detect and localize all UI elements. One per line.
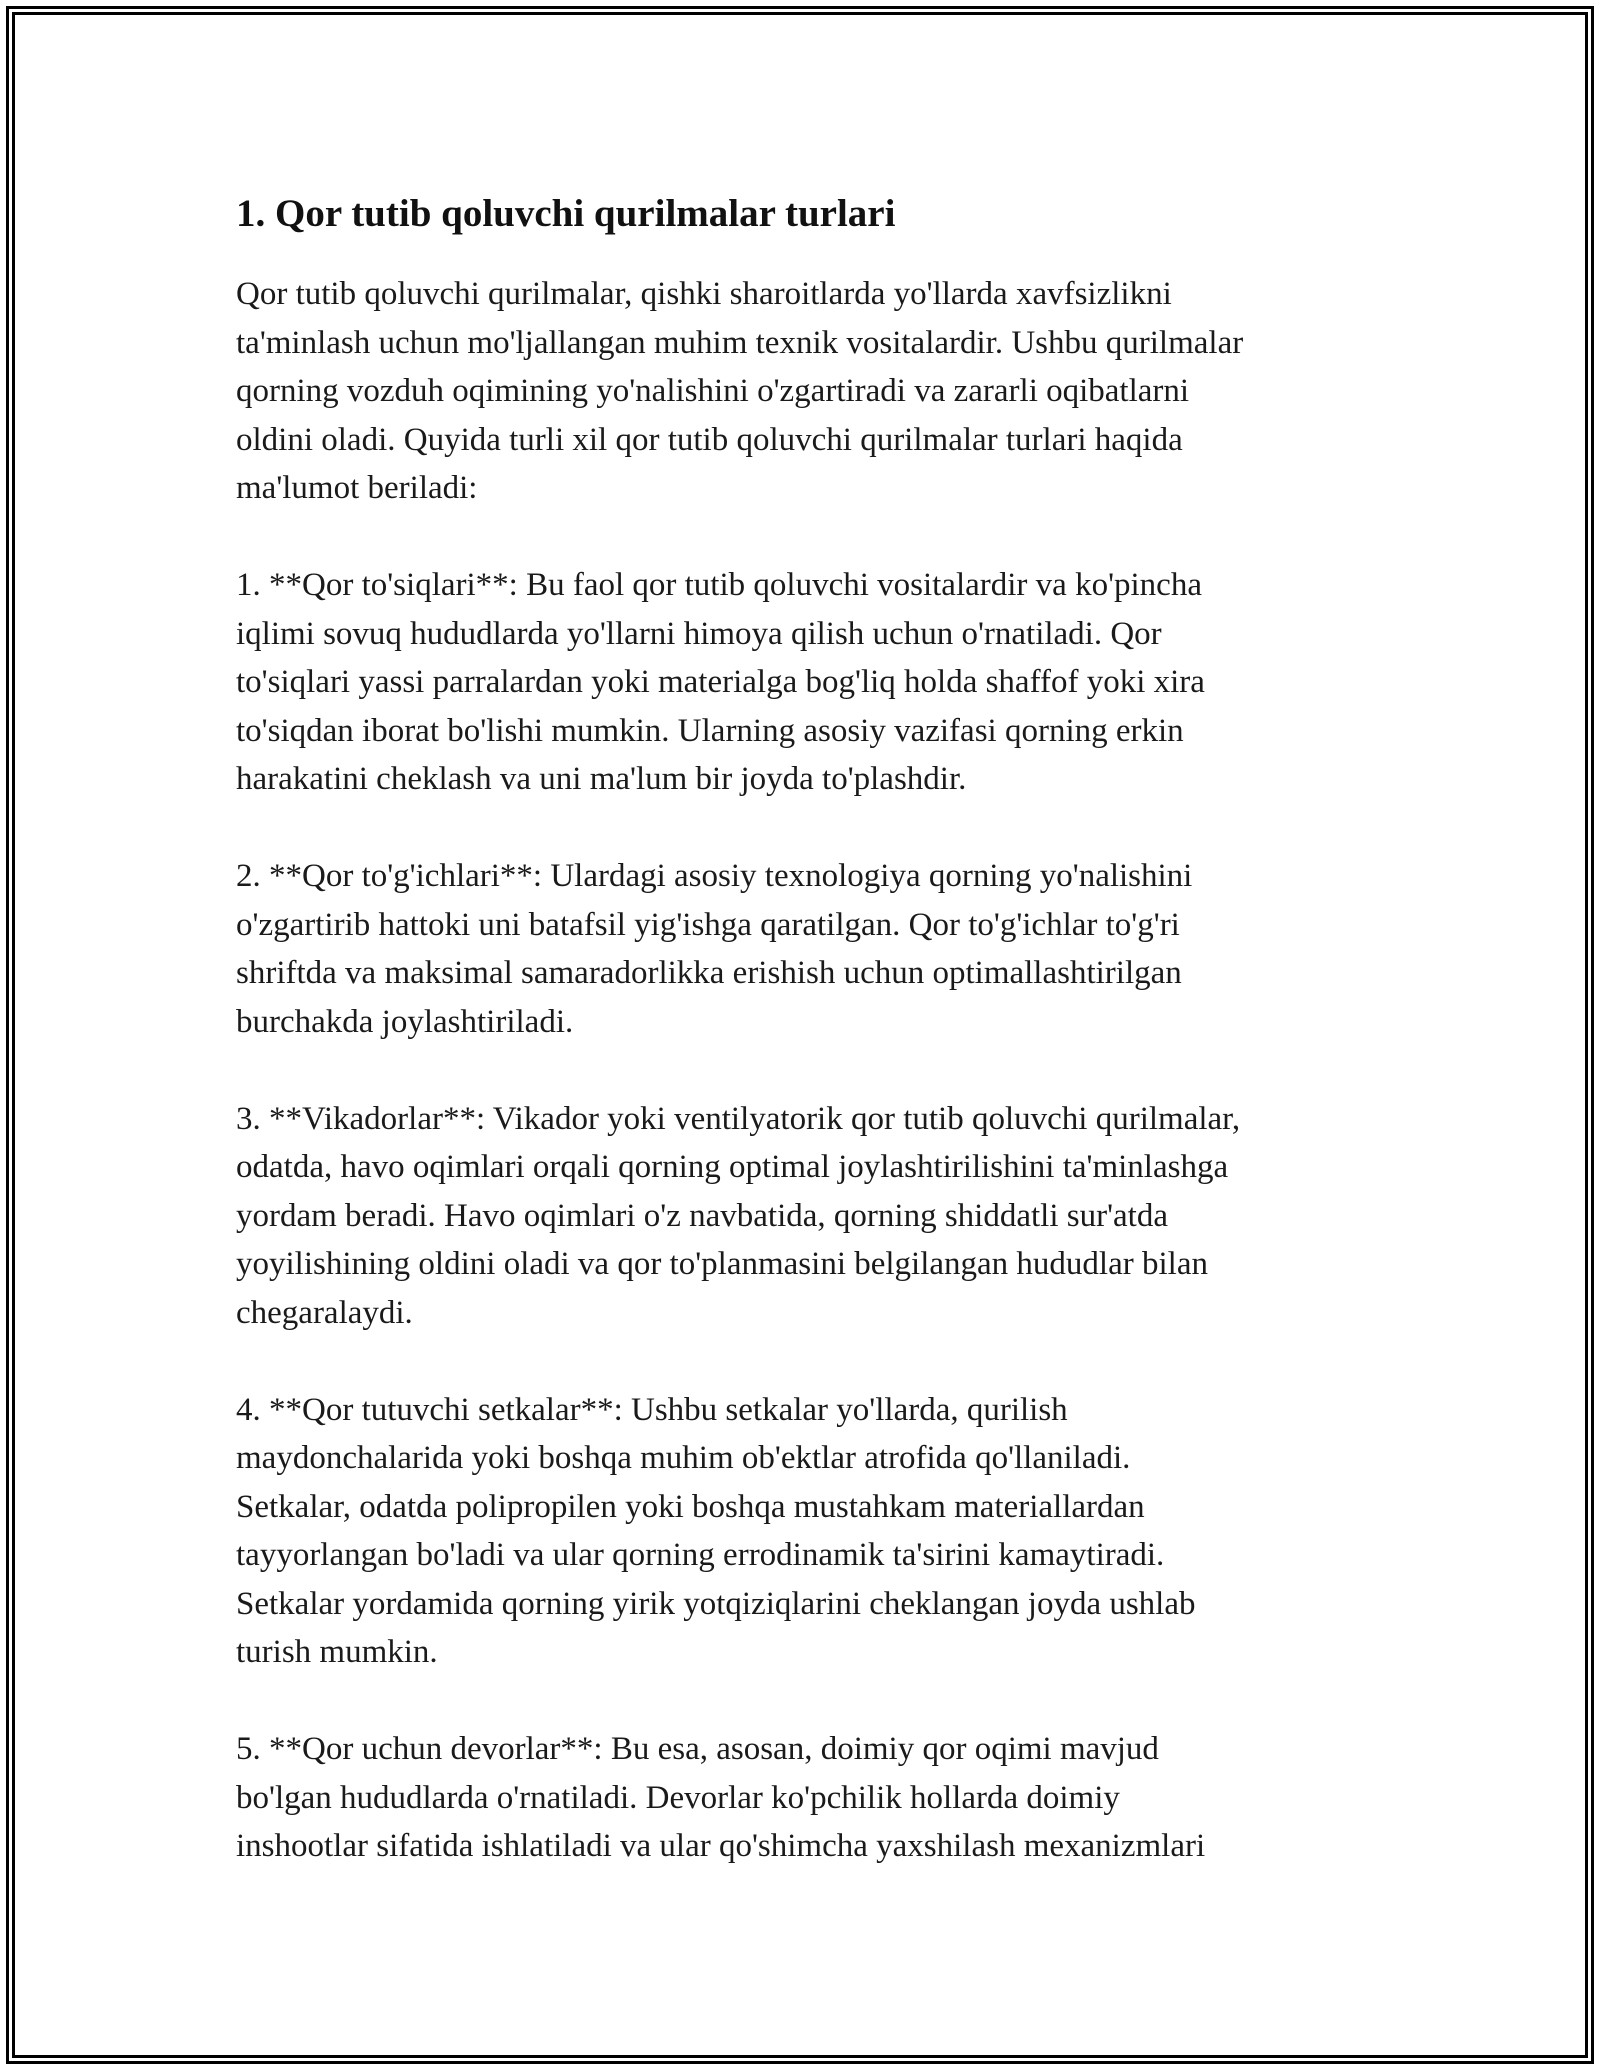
intro-paragraph: Qor tutib qoluvchi qurilmalar, qishki sharoitlarda yo'llarda xavfsizlikni ta'minlash uchun mo'ljallangan muhim texnik vositalardir. Ushbu qurilmalar qorning vozduh oqimining yo'nalishini o'zgartiradi va zararli oqibatlarni oldini oladi. Quyida turli xil qor tutib qoluvchi qurilmalar turlari haqida ma'lumot beriladi: [236,276,1244,506]
item-snow-walls: 5. **Qor uchun devorlar**: Bu esa, asosan, doimiy qor oqimi mavjud bo'lgan hududlarda o'rnatiladi. Devorlar ko'pchilik hollarda doimiy inshootlar sifatida ishlatiladi va ular qo'shimcha yaxshilash mexanizmlari [236,1731,1206,1864]
item-snow-barriers: 1. **Qor to'siqlari**: Bu faol qor tutib qoluvchi vositalardir va ko'pincha iqlimi sovuq hududlarda yo'llarni himoya qilish uchun o'rnatiladi. Qor to'siqlari yassi parralardan yoki materialga bog'liq holda shaffof yoki xira to'siqdan iborat bo'lishi mumkin. Ularning asosiy vazifasi qorning erkin harakatini cheklash va uni ma'lum bir joyda to'plashdir. [236,567,1205,797]
paragraph-spacer [236,1046,1376,1095]
paragraph-spacer [236,804,1376,853]
item-snow-catchers: 2. **Qor to'g'ichlari**: Ulardagi asosiy texnologiya qorning yo'nalishini o'zgartirib hattoki uni batafsil yig'ishga qaratilgan. Qor to'g'ichlar to'g'ri shriftda va maksimal samaradorlikka erishish uchun optimallashtirilgan burchakda joylashtiriladi. [236,858,1193,1040]
document-title: 1. Qor tutib qoluvchi qurilmalar turlari [236,192,896,235]
item-vikadors: 3. **Vikadorlar**: Vikador yoki ventilyatorik qor tutib qoluvchi qurilmalar, odatda, havo oqimlari orqali qorning optimal joylashtirilishini ta'minlashga yordam beradi. Havo oqimlari o'z navbatida, qorning shiddatli sur'atda yoyilishining oldini oladi va qor to'planmasini belgilangan hududlar bilan chegaralaydi. [236,1100,1241,1331]
document-body [236,186,1376,1871]
paragraph-spacer [236,1677,1376,1726]
item-snow-nets: 4. **Qor tutuvchi setkalar**: Ushbu setkalar yo'llarda, qurilish maydonchalarida yoki boshqa muhim ob'ektlar atrofida qo'llaniladi. Setkalar, odatda polipropilen yoki boshqa mustahkam materiallardan tayyorlangan bo'ladi va ular qorning errodinamik ta'sirini kamaytiradi. Setkalar yordamida qorning yirik yotqiziqlarini cheklangan joyda ushlab turish mumkin. [236,1391,1196,1670]
paragraph-spacer [236,1337,1376,1386]
paragraph-spacer [236,513,1376,562]
